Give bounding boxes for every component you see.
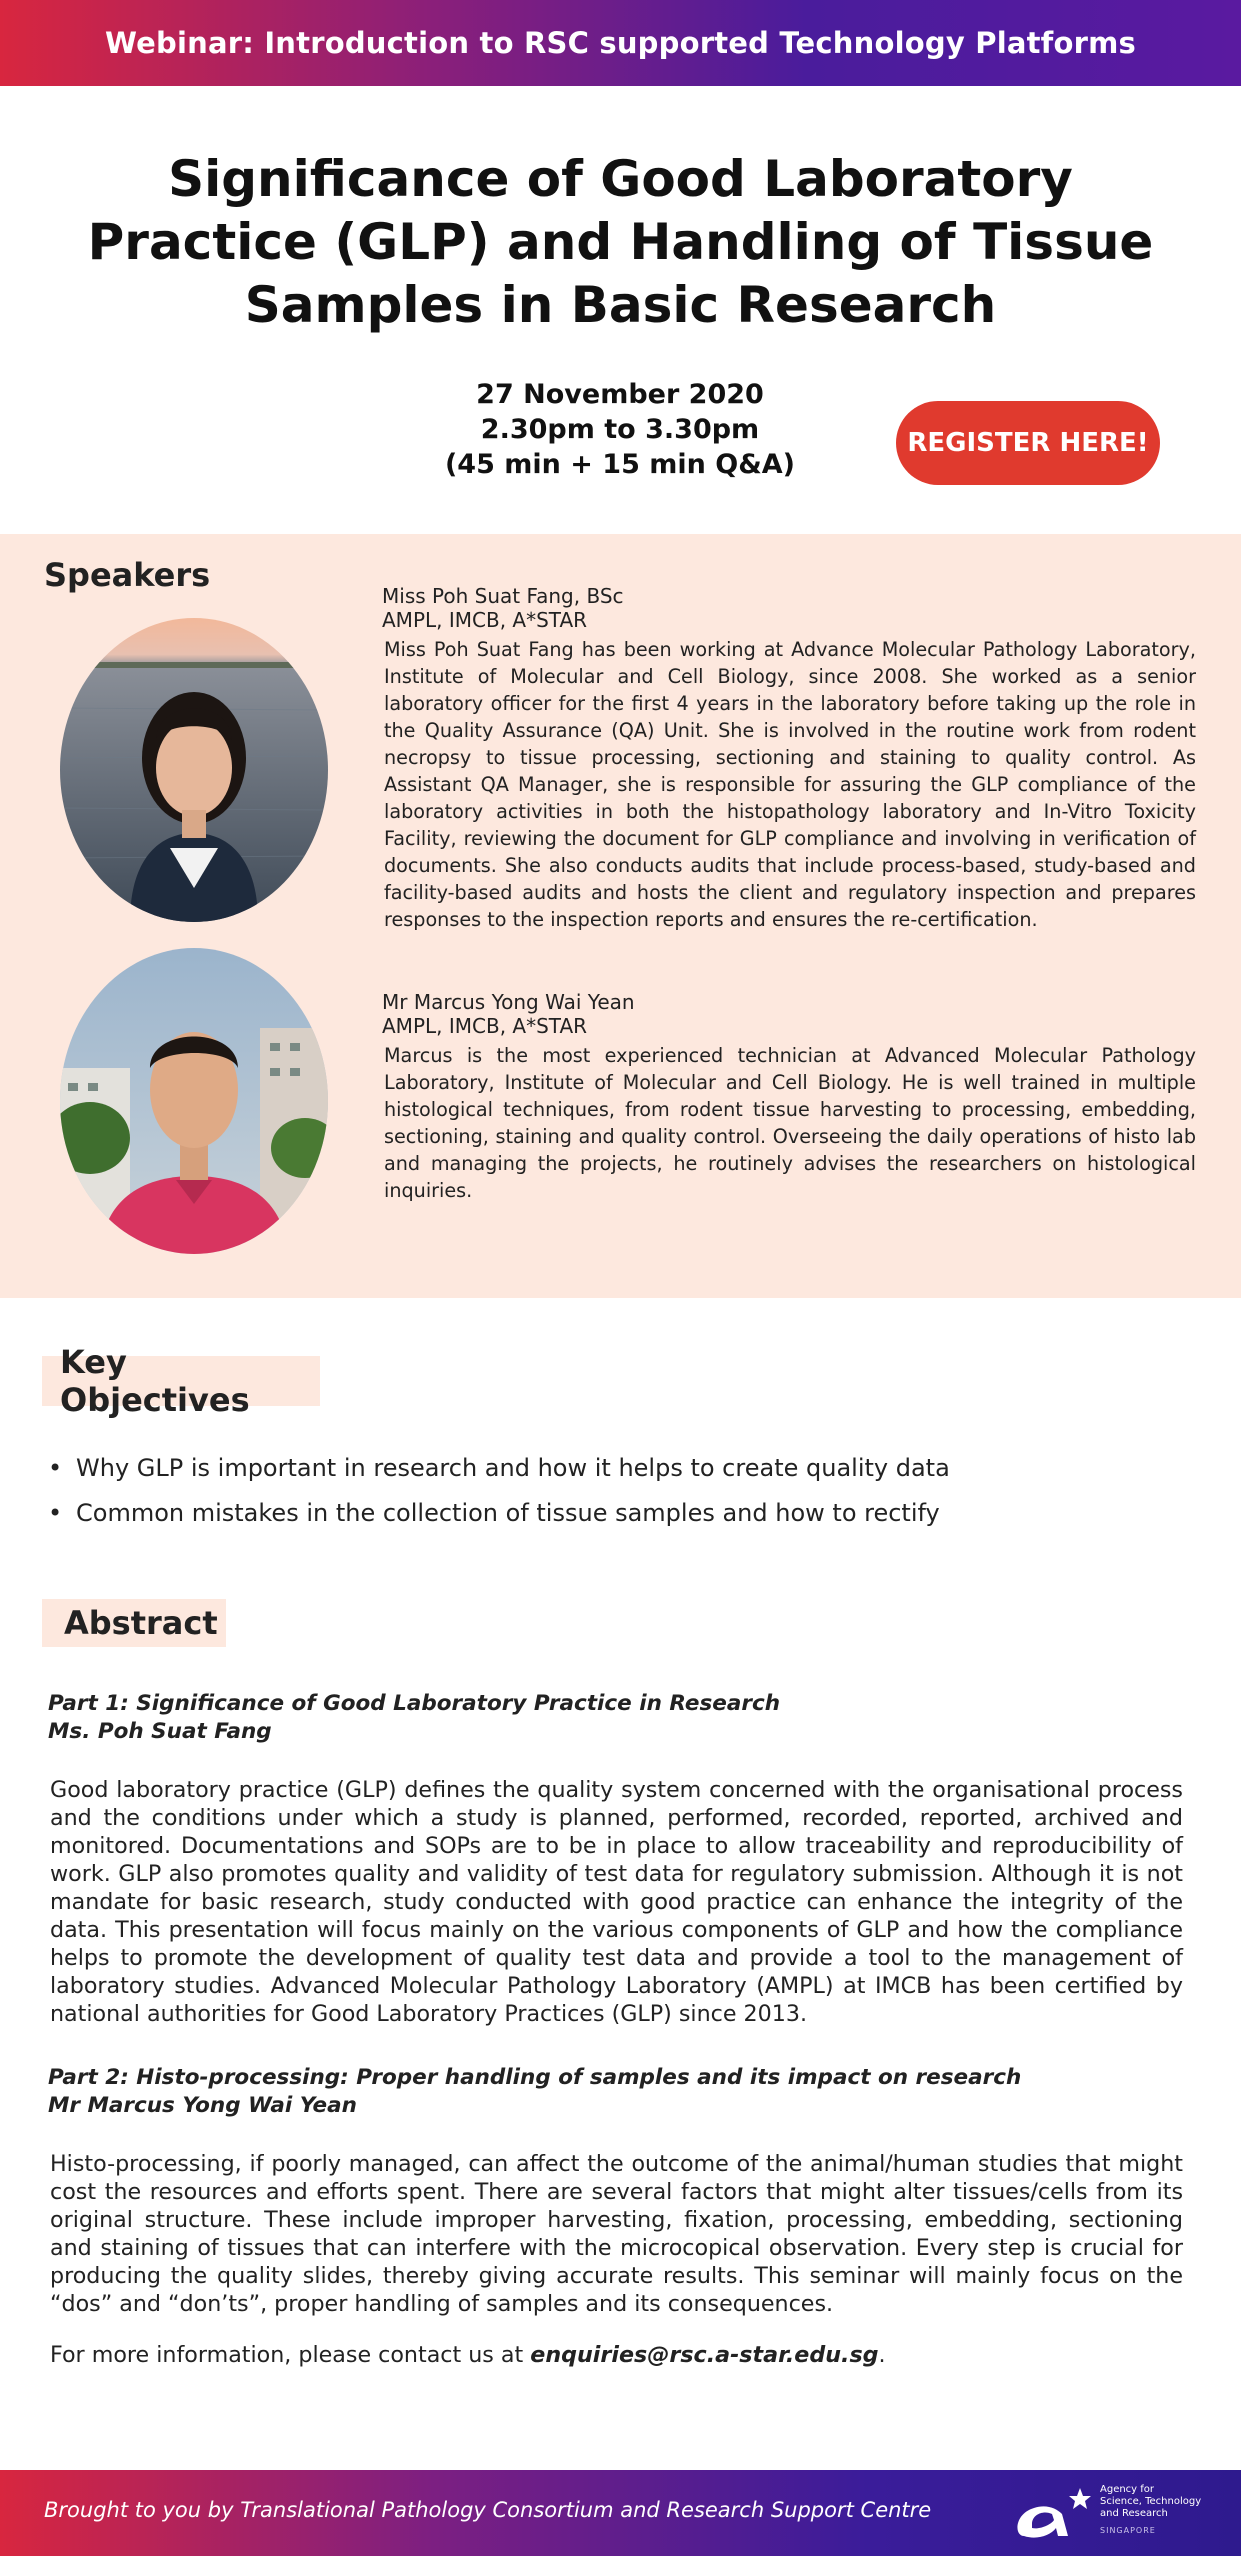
part-1-text: Good laboratory practice (GLP) defines the quality system concerned with the organisational process and the conditions under which a study is planned, performed, recorded, reported, archived and monitored. Documentations and SOPs are to be in place to allow traceability and reproducibility of work. GLP also promotes quality and validity of test data for regulatory submission. Although it is not mandate for basic research, study conducted with good practice can enhance the integrity of the data. This presentation will focus mainly on the various components of GLP and how the compliance helps to promote the development of quality test data and provide a tool to the management of laboratory studies. Advanced Molecular Pathology Laboratory (AMPL) at IMCB has been certified by national authorities for Good Laboratory Practices (GLP) since 2013. (50, 1777, 1183, 2027)
footer-credit: Brought to you by Translational Pathology Consortium and Research Support Centre (44, 2498, 932, 2522)
register-button[interactable]: REGISTER HERE! (896, 401, 1160, 485)
speaker-1-bio: Miss Poh Suat Fang has been working at Advance Molecular Pathology Laboratory, Institute of Molecular and Cell Biology, since 2008. She worked as a senior laboratory officer for the first 4 years in the laboratory before taking up the role in the Quality Assurance (QA) Unit. She is involved in the routine work from rodent necropsy to tissue processing, sectioning and staining to quality control. As Assistant QA Manager, she is responsible for assuring the GLP compliance of the laboratory activities in both the histopathology laboratory and In-Vitro Toxicity Facility, reviewing the document for GLP compliance and involving in verification of documents. She also conducts audits that include process-based, study-based and facility-based audits and hosts the client and regulatory inspection and prepares responses to the inspection reports and ensures the re-certification. (384, 638, 1196, 931)
speaker-2-name: Mr Marcus Yong Wai Yean (382, 990, 635, 1014)
part-1-title: Part 1: Significance of Good Laboratory Practice in Research (48, 1691, 780, 1716)
part-1-presenter: Ms. Poh Suat Fang (48, 1719, 272, 1744)
contact-email-link[interactable]: enquiries@rsc.a-star.edu.sg (530, 2342, 879, 2368)
contact-prefix: For more information, please contact us at (50, 2342, 531, 2368)
event-date: 27 November 2020 (476, 379, 764, 410)
speaker-2-photo (60, 948, 328, 1254)
abstract-heading: Abstract (42, 1599, 226, 1647)
contact-line (50, 2342, 886, 2368)
top-banner (0, 0, 1241, 86)
list-item: • Why GLP is important in research and how it helps to create quality data (48, 1446, 950, 1491)
list-item: • Common mistakes in the collection of tissue samples and how to rectify (48, 1491, 950, 1536)
speaker-1-affiliation: AMPL, IMCB, A*STAR (382, 608, 588, 632)
part-2-presenter: Mr Marcus Yong Wai Yean (48, 2093, 357, 2118)
event-duration: (45 min + 15 min Q&A) (444, 449, 796, 480)
banner-text: Webinar: Introduction to RSC supported Technology Platforms (104, 26, 1136, 60)
key-objectives-heading: Key Objectives (42, 1356, 320, 1406)
speaker-1-photo (60, 618, 328, 922)
contact-suffix: . (878, 2342, 886, 2368)
speaker-2-bio: Marcus is the most experienced technician at Advanced Molecular Pathology Laboratory, Institute of Molecular and Cell Biology. He is well trained in multiple histological techniques, from rodent tissue harvesting to processing, embedding, sectioning, staining and quality control. Overseeing the daily operations of histo lab and managing the projects, he routinely advises the researchers on histological inquiries. (384, 1044, 1196, 1202)
astar-logo-text: Agency for Science, Technology and Research (1100, 2484, 1202, 2519)
page-title: Significance of Good Laboratory Practice (GLP) and Handling of Tissue Samples in Basic Research (87, 150, 1154, 334)
event-info (390, 377, 850, 482)
astar-logo-country: SINGAPORE (1100, 2526, 1156, 2535)
footer-banner (0, 2470, 1241, 2556)
part-2-text: Histo-processing, if poorly managed, can affect the outcome of the animal/human studies that might cost the resources and efforts spent. There are several factors that might alter tissues/cells from its original structure. These include improper harvesting, fixation, processing, embedding, sectioning and staining of tissues that can interfere with the microcopical observation. Every step is crucial for producing the quality slides, thereby giving accurate results. This seminar will mainly focus on the “dos” and “don’ts”, proper handling of samples and its consequences. (50, 2151, 1183, 2317)
speakers-heading: Speakers (44, 556, 211, 594)
speaker-1-name: Miss Poh Suat Fang, BSc (382, 584, 624, 608)
event-time: 2.30pm to 3.30pm (480, 414, 760, 445)
speaker-2-affiliation: AMPL, IMCB, A*STAR (382, 1014, 588, 1038)
part-2-title: Part 2: Histo-processing: Proper handling of samples and its impact on research (48, 2065, 1022, 2090)
objectives-list (48, 1446, 950, 1536)
